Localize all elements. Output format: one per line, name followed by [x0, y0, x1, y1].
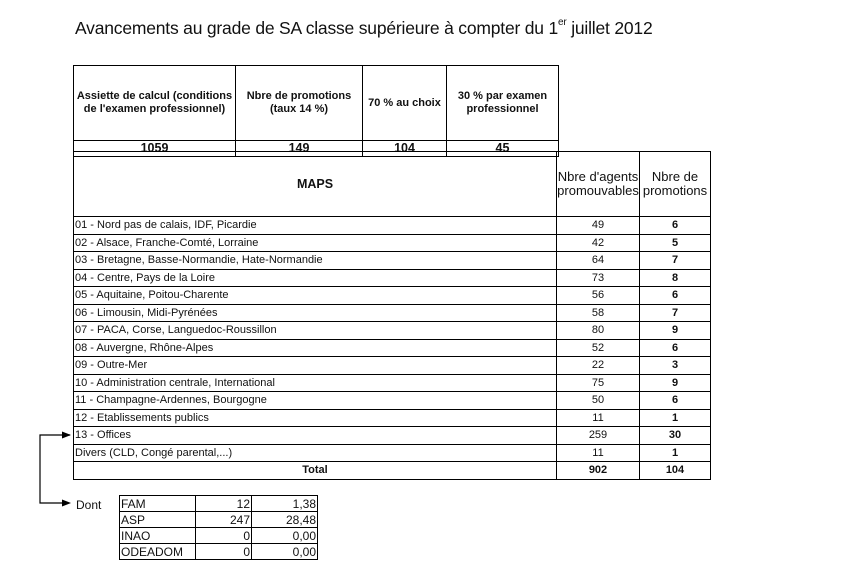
arrow-head-top	[62, 432, 71, 439]
maps-row-label: 05 - Aquitaine, Poitou-Charente	[74, 287, 557, 305]
maps-row-label: Divers (CLD, Congé parental,...)	[74, 444, 557, 462]
dont-row-value: 247	[196, 512, 252, 528]
summary-value-examen: 45	[447, 141, 559, 157]
maps-row-label: 06 - Limousin, Midi-Pyrénées	[74, 304, 557, 322]
maps-row-label: 10 - Administration centrale, International	[74, 374, 557, 392]
maps-row-agents: 80	[557, 322, 640, 340]
maps-row-agents: 73	[557, 269, 640, 287]
maps-row-agents: 11	[557, 409, 640, 427]
maps-row-label: 09 - Outre-Mer	[74, 357, 557, 375]
dont-row	[120, 512, 318, 528]
promotions-header: Nbre de promotions	[640, 152, 711, 217]
maps-row-promotions: 7	[640, 252, 711, 270]
maps-row-agents: 56	[557, 287, 640, 305]
maps-row-label: 02 - Alsace, Franche-Comté, Lorraine	[74, 234, 557, 252]
maps-row-label: 03 - Bretagne, Basse-Normandie, Hate-Normandie	[74, 252, 557, 270]
maps-row-agents: 50	[557, 392, 640, 410]
dont-row-share: 0,00	[252, 528, 318, 544]
maps-row-promotions: 6	[640, 339, 711, 357]
maps-row-promotions: 1	[640, 409, 711, 427]
maps-row-label: 12 - Etablissements publics	[74, 409, 557, 427]
summary-header-choix: 70 % au choix	[363, 66, 447, 141]
maps-header: MAPS	[74, 152, 557, 217]
title-text: Avancements au grade de SA classe supérieure à compter du 1	[75, 18, 559, 38]
maps-row-agents: 11	[557, 444, 640, 462]
dont-label: Dont	[76, 498, 102, 512]
maps-row-label: 01 - Nord pas de calais, IDF, Picardie	[74, 217, 557, 235]
dont-row-share: 28,48	[252, 512, 318, 528]
summary-value-assiette: 1059	[74, 141, 236, 157]
maps-row-label: 04 - Centre, Pays de la Loire	[74, 269, 557, 287]
maps-row-label: 13 - Offices	[74, 427, 557, 445]
maps-row-promotions: 6	[640, 217, 711, 235]
maps-row-agents: 58	[557, 304, 640, 322]
maps-row-agents: 22	[557, 357, 640, 375]
dont-row-name: ASP	[120, 512, 196, 528]
maps-row-agents: 259	[557, 427, 640, 445]
maps-row-agents: 64	[557, 252, 640, 270]
title-text-end: juillet 2012	[566, 18, 653, 38]
maps-row-promotions: 8	[640, 269, 711, 287]
maps-row-promotions: 5	[640, 234, 711, 252]
summary-header-examen: 30 % par examen professionnel	[447, 66, 559, 141]
maps-row-promotions: 6	[640, 287, 711, 305]
arrow-head-bottom	[62, 500, 71, 507]
maps-row-promotions: 6	[640, 392, 711, 410]
title-superscript: er	[558, 17, 567, 29]
maps-row-promotions: 30	[640, 427, 711, 445]
agents-header: Nbre d'agents promouvables	[557, 152, 640, 217]
dont-row-share: 1,38	[252, 496, 318, 512]
maps-row-label: 08 - Auvergne, Rhône-Alpes	[74, 339, 557, 357]
maps-row-agents: 75	[557, 374, 640, 392]
maps-row-agents: 49	[557, 217, 640, 235]
summary-value-choix: 104	[363, 141, 447, 157]
maps-row-label: 11 - Champagne-Ardennes, Bourgogne	[74, 392, 557, 410]
dont-rows	[120, 496, 318, 560]
dont-row-value: 0	[196, 544, 252, 560]
maps-row-promotions: 9	[640, 374, 711, 392]
maps-row-agents: 52	[557, 339, 640, 357]
maps-row-promotions: 7	[640, 304, 711, 322]
maps-row-label: 07 - PACA, Corse, Languedoc-Roussillon	[74, 322, 557, 340]
dont-table	[119, 495, 318, 560]
summary-header-promotions: Nbre de promotions (taux 14 %)	[236, 66, 363, 141]
dont-row-share: 0,00	[252, 544, 318, 560]
summary-header-assiette: Assiette de calcul (conditions de l'examen professionnel)	[74, 66, 236, 141]
dont-row	[120, 496, 318, 512]
dont-row-name: INAO	[120, 528, 196, 544]
maps-row-promotions: 3	[640, 357, 711, 375]
total-promotions: 104	[640, 462, 711, 480]
dont-row-value: 0	[196, 528, 252, 544]
summary-value-promotions: 149	[236, 141, 363, 157]
total-label: Total	[74, 462, 557, 480]
dont-row-name: ODEADOM	[120, 544, 196, 560]
maps-row-agents: 42	[557, 234, 640, 252]
maps-row-promotions: 9	[640, 322, 711, 340]
dont-row-name: FAM	[120, 496, 196, 512]
dont-row	[120, 528, 318, 544]
connector-line	[40, 435, 70, 503]
dont-row	[120, 544, 318, 560]
dont-row-value: 12	[196, 496, 252, 512]
maps-row-promotions: 1	[640, 444, 711, 462]
total-agents: 902	[557, 462, 640, 480]
